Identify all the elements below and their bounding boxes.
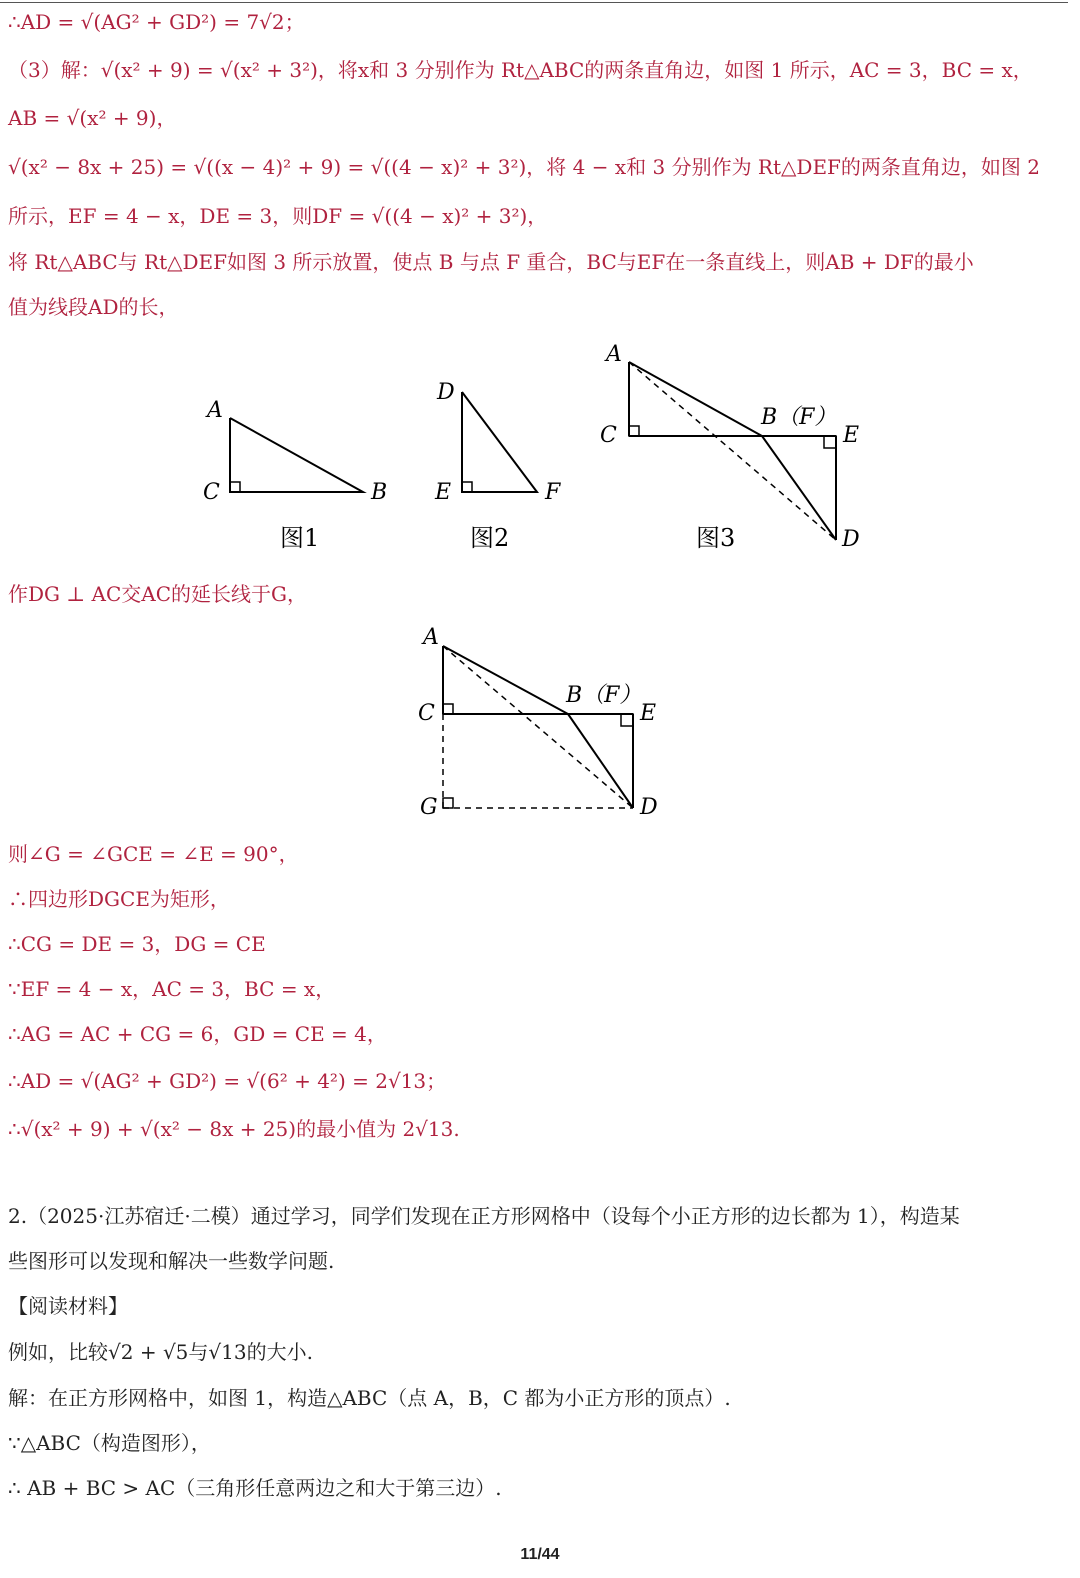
solution-line-8: 作DG ⊥ AC交AC的延长线于G， (8, 582, 308, 606)
solution-line-1: ∴AD = √(AG² + GD²) = 7√2； (8, 10, 305, 34)
fig3-label-d: D (842, 527, 860, 552)
solution-line-4: √(x² − 8x + 25) = √((x − 4)² + 9) = √((4 − x)² + 3²)，将 4 − x和 3 分别作为 Rt△DEF的两条直角边，如图 2 (8, 155, 1041, 179)
fig3-label-bf: B（F） (761, 405, 837, 430)
solution-line-9: 则∠G = ∠GCE = ∠E = 90°， (8, 842, 299, 866)
fig4-label-e: E (640, 701, 657, 726)
solution-line-5: 所示，EF = 4 − x，DE = 3，则DF = √((4 − x)² + 3²)， (8, 204, 548, 228)
fig1-label-b: B (371, 480, 388, 505)
fig3-caption: 图3 (696, 524, 736, 552)
fig1-caption: 图1 (280, 524, 320, 552)
fig4-label-a: A (423, 625, 439, 650)
fig3-label-e: E (843, 423, 860, 448)
fig1-label-c: C (203, 480, 220, 505)
figure-2 (425, 375, 575, 555)
solution-line-12: ∵EF = 4 − x，AC = 3，BC = x， (8, 977, 336, 1001)
solution-line-2: （3）解：√(x² + 9) = √(x² + 3²)，将x和 3 分别作为 Rt△ABC的两条直角边，如图 1 所示，AC = 3，BC = x， (8, 58, 1033, 82)
solution-line-10: ∴四边形DGCE为矩形， (8, 887, 230, 911)
fig2-label-d: D (437, 380, 455, 405)
fig2-label-e: E (435, 480, 452, 505)
solution-line-6: 将 Rt△ABC与 Rt△DEF如图 3 所示放置，使点 B 与点 F 重合，BC与EF在一条直线上，则AB + DF的最小 (8, 250, 974, 274)
fig3-label-c: C (600, 423, 617, 448)
top-rule (0, 2, 1068, 3)
question-line-6: ∵△ABC（构造图形）， (8, 1431, 211, 1455)
fig3-label-a: A (606, 342, 622, 367)
fig4-label-bf: B（F） (566, 683, 642, 708)
solution-line-13: ∴AG = AC + CG = 6，GD = CE = 4， (8, 1022, 387, 1046)
question-line-4: 例如，比较√2 + √5与√13的大小. (8, 1340, 313, 1364)
fig4-label-g: G (420, 795, 438, 820)
solution-line-14: ∴AD = √(AG² + GD²) = √(6² + 4²) = 2√13； (8, 1069, 447, 1093)
fig1-label-a: A (207, 398, 223, 423)
solution-line-15: ∴√(x² + 9) + √(x² − 8x + 25)的最小值为 2√13. (8, 1117, 460, 1141)
page-number: 11/44 (520, 1546, 560, 1563)
fig2-label-f: F (545, 480, 561, 505)
question-section-title: 【阅读材料】 (8, 1294, 128, 1318)
fig2-caption: 图2 (470, 524, 510, 552)
fig4-label-c: C (418, 701, 435, 726)
question-line-1: 2.（2025·江苏宿迁·二模）通过学习，同学们发现在正方形网格中（设每个小正方形的边长都为 1），构造某 (8, 1204, 960, 1228)
question-line-7: ∴ AB + BC > AC（三角形任意两边之和大于第三边）. (8, 1476, 502, 1500)
figure-3 (590, 335, 880, 560)
figure-1 (195, 395, 395, 555)
question-line-5: 解：在正方形网格中，如图 1，构造△ABC（点 A，B，C 都为小正方形的顶点）. (8, 1386, 731, 1410)
solution-line-7: 值为线段AD的长， (8, 295, 179, 319)
fig4-label-d: D (640, 795, 658, 820)
solution-line-11: ∴CG = DE = 3，DG = CE (8, 932, 266, 956)
question-line-2: 些图形可以发现和解决一些数学问题. (8, 1249, 335, 1273)
solution-line-3: AB = √(x² + 9)， (8, 106, 177, 130)
figure-4 (410, 620, 680, 825)
